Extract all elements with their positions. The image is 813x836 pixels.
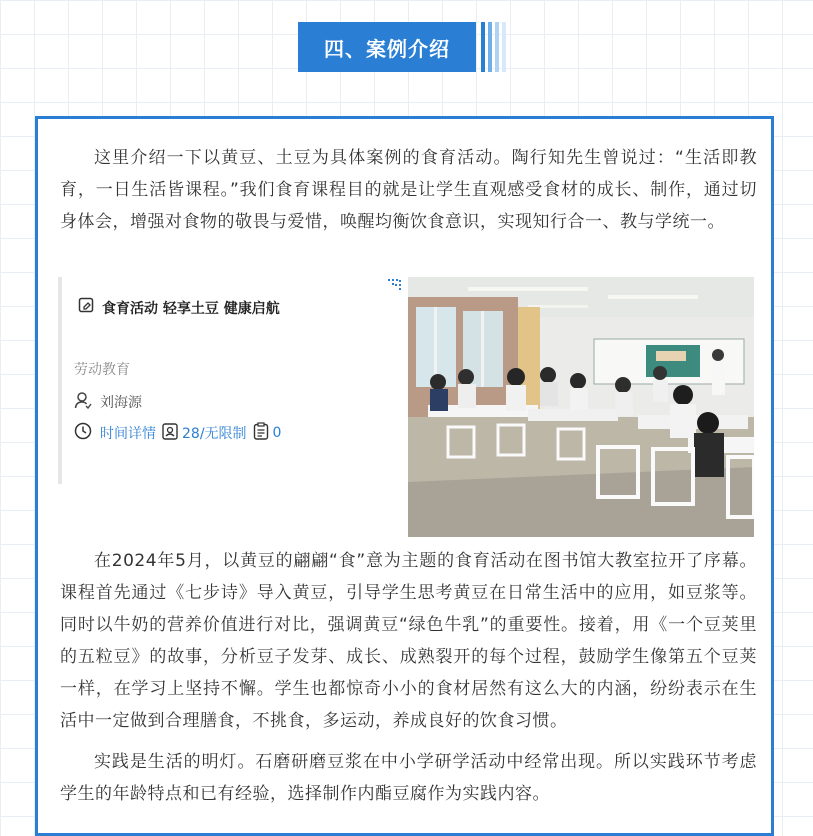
event-author-row [74, 391, 142, 413]
event-author: 刘海源 [100, 395, 142, 411]
time-details-link[interactable]: 时间详情 [100, 426, 156, 442]
body-paragraph-1: 在2024年5月，以黄豆的翩翩“食”意为主题的食育活动在图书馆大教室拉开了序幕。课程首先通过《七步诗》导入黄豆，引导学生思考黄豆在日常生活中的应用，如豆浆等。同时以牛奶的营养价值进行对比，强调黄豆“绿色牛乳”的重要性。接着，用《一个豆荚里的五粒豆》的故事，分析豆子发芽、成长、成熟裂开的每个过程，鼓励学生像第五个豆荚一样，在学习上坚持不懈。学生也都惊奇小小的食材居然有这么大的内涵，纷纷表示在生活中一定做到合理膳食，不挑食，多运动，养成良好的饮食习惯。 [60, 551, 757, 731]
capacity-value: 28/无限制 [182, 426, 247, 442]
content-card [35, 116, 774, 836]
badge-icon [162, 422, 178, 444]
user-icon [74, 391, 92, 413]
clipboard-icon [253, 422, 269, 444]
classroom-photo [408, 277, 754, 537]
intro-paragraph: 这里介绍一下以黄豆、土豆为具体案例的食育活动。陶行知先生曾说过：“生活即教育，一日生活皆课程。”我们食育课程目的就是让学生直观感受食材的成长、制作，通过切身体会，增强对食物的敬畏与爱惜，唤醒均衡饮食意识，实现知行合一、教与学统一。 [60, 148, 757, 232]
clock-icon [74, 422, 92, 444]
section-title: 四、案例介绍 [298, 22, 476, 72]
event-title-row[interactable] [78, 297, 280, 319]
event-card[interactable] [58, 277, 388, 484]
event-info-row [74, 422, 287, 444]
decorative-stripes [481, 22, 509, 72]
corner-decoration [388, 277, 402, 291]
edit-icon [78, 297, 96, 319]
section-header [298, 22, 509, 72]
event-title[interactable]: 食育活动 轻享土豆 健康启航 [102, 301, 280, 317]
registration-count: 0 [272, 425, 282, 441]
body-paragraph-2: 实践是生活的明灯。石磨研磨豆浆在中小学研学活动中经常出现。所以实践环节考虑学生的年龄特点和已有经验，选择制作内酯豆腐作为实践内容。 [60, 752, 757, 804]
event-category: 劳动教育 [74, 362, 130, 378]
